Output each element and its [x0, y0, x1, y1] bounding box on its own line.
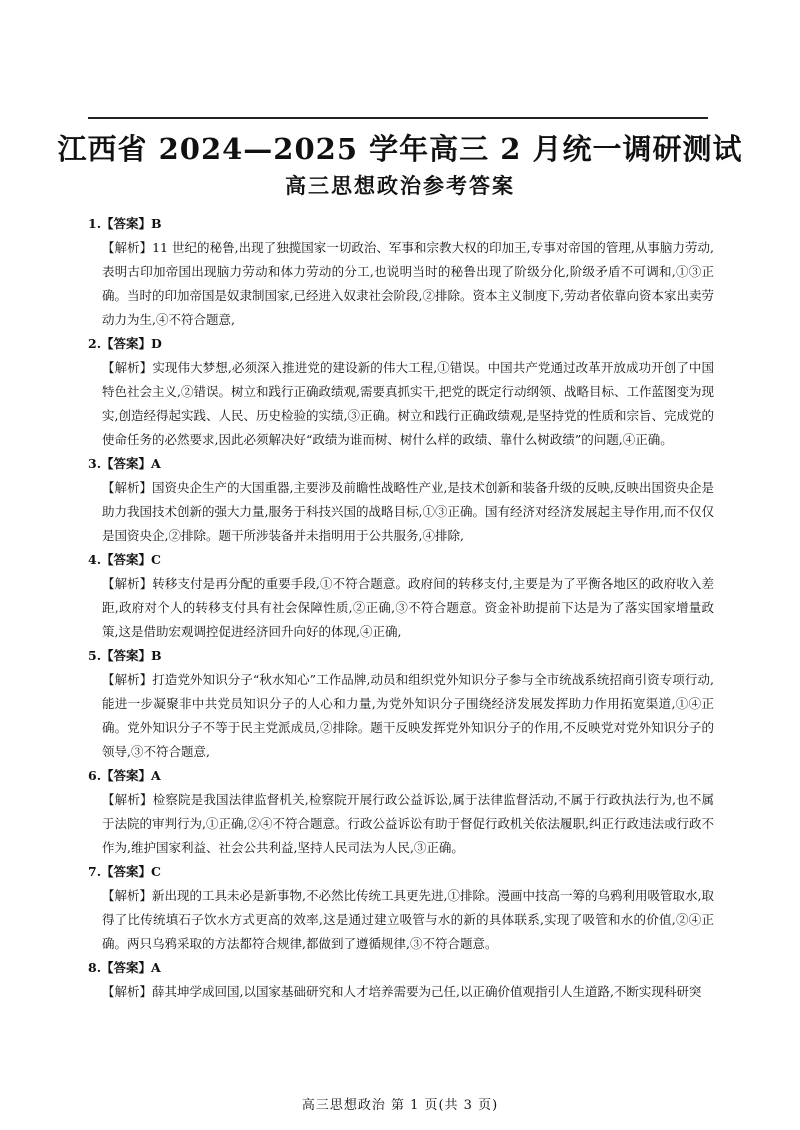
answer-label: 6.【答案】A — [88, 768, 161, 783]
question-7 — [88, 860, 714, 956]
question-4 — [88, 548, 714, 644]
analysis-text: 【解析】检察院是我国法律监督机关,检察院开展行政公益诉讼,属于法律监督活动,不属于行政执法行为,也不属于法院的审判行为,①正确,②④不符合题意。行政公益诉讼有助于督促行政机关依法履职,纠正行政违法或行政不作为,维护国家利益、社会公共利益,坚持人民司法为人民,③正确。 — [102, 792, 714, 855]
answer-label: 2.【答案】D — [88, 336, 162, 351]
question-6 — [88, 764, 714, 860]
page-subtitle: 高三思想政治参考答案 — [285, 173, 515, 198]
analysis-text: 【解析】打造党外知识分子“秋水知心”工作品牌,动员和组织党外知识分子参与全市统战系统招商引资专项行动,能进一步凝聚非中共党员知识分子的人心和力量,为党外知识分子围绕经济发展发挥助力作用拓宽渠道,①④正确。党外知识分子不等于民主党派成员,②排除。题干反映发挥党外知识分子的作用,不反映党对党外知识分子的领导,③不符合题意, — [102, 672, 714, 759]
question-1 — [88, 212, 714, 332]
question-3 — [88, 452, 714, 548]
answer-label: 5.【答案】B — [88, 648, 162, 663]
analysis-text: 【解析】新出现的工具未必是新事物,不必然比传统工具更先进,①排除。漫画中技高一筹的乌鸦利用吸管取水,取得了比传统填石子饮水方式更高的效率,这是通过建立吸管与水的新的具体联系,实现了吸管和水的价值,②④正确。两只乌鸦采取的方法都符合规律,都做到了遵循规律,③不符合题意。 — [102, 888, 714, 951]
question-8 — [88, 956, 714, 1004]
analysis-text: 【解析】国资央企生产的大国重器,主要涉及前瞻性战略性产业,是技术创新和装备升级的反映,反映出国资央企是助力我国技术创新的强大力量,服务于科技兴国的战略目标,①③正确。国有经济对经济发展起主导作用,而不仅仅是国资央企,②排除。题干所涉装备并未指明用于公共服务,④排除, — [102, 480, 714, 543]
answer-list — [88, 212, 714, 1004]
answer-label: 4.【答案】C — [88, 552, 161, 567]
answer-label: 1.【答案】B — [88, 216, 162, 231]
analysis-text: 【解析】转移支付是再分配的重要手段,①不符合题意。政府间的转移支付,主要是为了平衡各地区的政府收入差距,政府对个人的转移支付具有社会保障性质,②正确,③不符合题意。资金补助提前下达是为了落实国家增量政策,这是借助宏观调控促进经济回升向好的体现,④正确, — [102, 576, 714, 639]
page-footer: 高三思想政治 第 1 页(共 3 页) — [301, 1098, 499, 1113]
answer-label: 7.【答案】C — [88, 864, 161, 879]
answer-label: 3.【答案】A — [88, 456, 161, 471]
top-rule-divider — [88, 117, 708, 119]
question-2 — [88, 332, 714, 452]
analysis-text: 【解析】实现伟大梦想,必须深入推进党的建设新的伟大工程,①错误。中国共产党通过改革开放成功开创了中国特色社会主义,②错误。树立和践行正确政绩观,需要真抓实干,把党的既定行动纲领、战略目标、工作蓝图变为现实,创造经得起实践、人民、历史检验的实绩,③正确。树立和践行正确政绩观,是坚持党的性质和宗旨、完成党的使命任务的必然要求,因此必须解决好“政绩为谁而树、树什么样的政绩、靠什么树政绩”的问题,④正确。 — [102, 360, 714, 447]
analysis-text: 【解析】11 世纪的秘鲁,出现了独揽国家一切政治、军事和宗教大权的印加王,专事对帝国的管理,从事脑力劳动,表明古印加帝国出现脑力劳动和体力劳动的分工,也说明当时的秘鲁出现了阶级分化,阶级矛盾不可调和,①③正确。当时的印加帝国是奴隶制国家,已经进入奴隶社会阶段,②排除。资本主义制度下,劳动者依靠向资本家出卖劳动力为生,④不符合题意, — [102, 240, 714, 327]
answer-label: 8.【答案】A — [88, 960, 161, 975]
question-5 — [88, 644, 714, 764]
page-title: 江西省 2024—2025 学年高三 2 月统一调研测试 — [57, 132, 743, 166]
analysis-text: 【解析】薛其坤学成回国,以国家基础研究和人才培养需要为己任,以正确价值观指引人生道路,不断实现科研突 — [102, 984, 702, 999]
